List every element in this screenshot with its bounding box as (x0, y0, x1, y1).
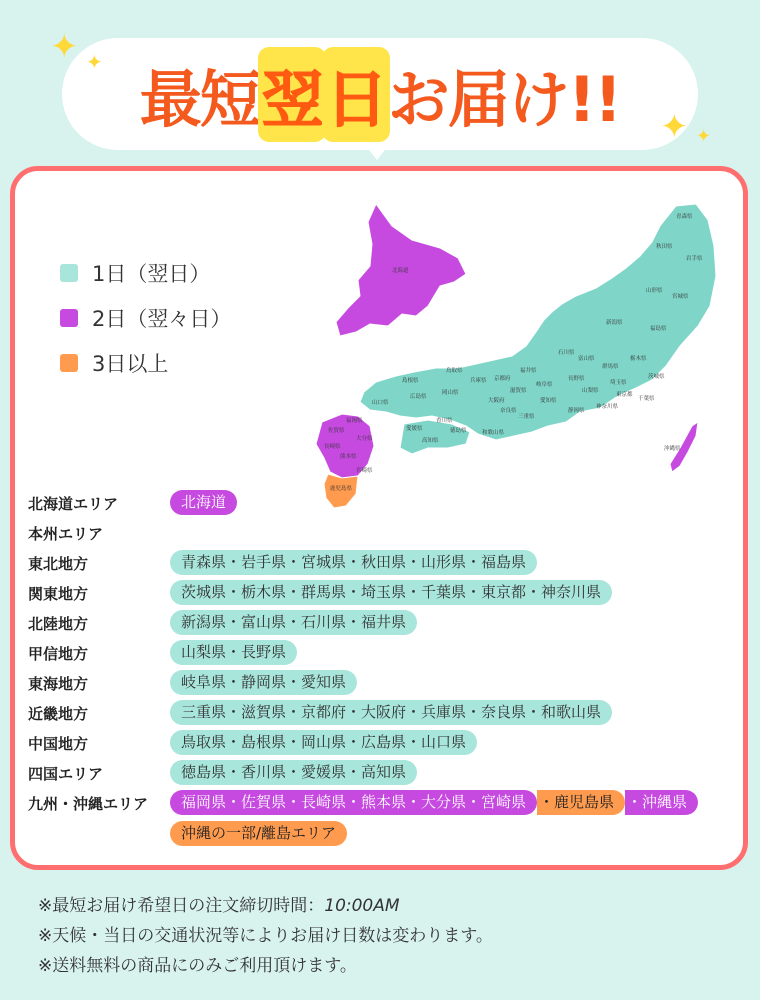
region-row (28, 698, 748, 728)
map-label: 沖縄県 (664, 446, 681, 452)
region-list (28, 488, 748, 842)
footnotes (38, 893, 493, 983)
map-label: 山梨県 (582, 388, 599, 394)
region-pill-islands: 沖縄の一部/離島エリア (170, 821, 347, 846)
region-pill: 福岡県・佐賀県・長崎県・熊本県・大分県・宮崎県 (170, 790, 537, 815)
legend-swatch (60, 309, 78, 327)
region-row (28, 638, 748, 668)
note-text: ※最短お届け希望日の注文締切時間： (38, 896, 325, 916)
region-row (28, 668, 748, 698)
map-label: 山形県 (646, 288, 663, 294)
map-label: 愛媛県 (406, 426, 423, 432)
region-row (28, 578, 748, 608)
region-row (28, 758, 748, 788)
legend (60, 250, 231, 385)
region-label: 北海道エリア (28, 495, 119, 513)
region-row (28, 728, 748, 758)
map-label: 京都府 (494, 376, 511, 382)
title-suffix: お届け!! (387, 62, 621, 136)
sparkle-icon: ✦ (50, 27, 79, 67)
map-label: 静岡県 (568, 408, 585, 414)
map-label: 奈良県 (500, 408, 517, 414)
region-row (28, 518, 748, 548)
region-label: 関東地方 (28, 585, 89, 603)
legend-label: 2日（翌々日） (92, 306, 232, 331)
map-label: 滋賀県 (510, 388, 527, 394)
region-pill: 岐阜県・静岡県・愛知県 (170, 670, 357, 695)
region-label: 本州エリア (28, 525, 104, 543)
region-row (28, 788, 748, 842)
page-title (62, 38, 698, 150)
map-label: 山口県 (372, 400, 389, 406)
region-label: 近畿地方 (28, 705, 89, 723)
map-label: 岡山県 (442, 390, 459, 396)
map-label: 愛知県 (540, 398, 557, 404)
title-highlight-2: 日 (325, 50, 387, 139)
map-label: 千葉県 (638, 396, 655, 402)
map-region-honshu (360, 204, 716, 440)
map-label: 島根県 (402, 378, 419, 384)
map-label: 福井県 (520, 368, 537, 374)
map-label: 広島県 (410, 394, 427, 400)
region-label: 北陸地方 (28, 615, 89, 633)
map-label: 鳥取県 (446, 368, 463, 374)
map-label: 栃木県 (630, 356, 647, 362)
legend-label: 1日（翌日） (92, 261, 211, 286)
legend-item-2day (60, 295, 231, 340)
map-label: 茨城県 (648, 374, 665, 380)
region-pill: 北海道 (170, 490, 237, 515)
map-label: 埼玉県 (610, 380, 627, 386)
map-label: 富山県 (578, 356, 595, 362)
region-label: 甲信地方 (28, 645, 89, 663)
map-label: 青森県 (676, 214, 693, 220)
map-label: 鹿児島県 (330, 486, 353, 492)
note-time: 10:00AM (324, 896, 400, 916)
note-free-shipping (38, 953, 493, 983)
region-row (28, 548, 748, 578)
region-pill: 新潟県・富山県・石川県・福井県 (170, 610, 417, 635)
map-label: 石川県 (558, 350, 575, 356)
map-label: 佐賀県 (328, 428, 345, 434)
sparkle-icon: ✦ (660, 107, 689, 147)
region-pill: 青森県・岩手県・宮城県・秋田県・山形県・福島県 (170, 550, 537, 575)
legend-label: 3日以上 (92, 351, 169, 376)
title-highlight-1: 翌 (261, 50, 323, 139)
note-weather (38, 923, 493, 953)
map-label: 長野県 (568, 376, 585, 382)
map-label: 宮城県 (672, 294, 689, 300)
note-text: ※天候・当日の交通状況等によりお届け日数は変わります。 (38, 926, 493, 946)
map-label: 兵庫県 (470, 378, 487, 384)
title-prefix: 最短 (139, 62, 260, 136)
region-pill: 三重県・滋賀県・京都府・大阪府・兵庫県・奈良県・和歌山県 (170, 700, 612, 725)
map-label: 熊本県 (340, 454, 357, 460)
sparkle-icon: ✦ (86, 50, 103, 74)
region-pill: 山梨県・長野県 (170, 640, 297, 665)
map-label: 香川県 (436, 418, 453, 424)
region-pill: 徳島県・香川県・愛媛県・高知県 (170, 760, 417, 785)
map-label: 和歌山県 (482, 430, 505, 436)
map-label: 大阪府 (488, 398, 505, 404)
map-label: 神奈川県 (596, 404, 619, 410)
legend-item-3day (60, 340, 231, 385)
region-pill: ・沖縄県 (625, 790, 698, 815)
region-pill: 鳥取県・島根県・岡山県・広島県・山口県 (170, 730, 477, 755)
map-label: 群馬県 (602, 364, 619, 370)
map-label: 徳島県 (450, 428, 467, 434)
map-label: 東京都 (616, 392, 633, 398)
region-row (28, 608, 748, 638)
region-row (28, 488, 748, 518)
region-label: 九州・沖縄エリア (28, 795, 149, 813)
map-label: 福島県 (650, 326, 667, 332)
region-pill: ・鹿児島県 (537, 790, 625, 815)
map-label: 福岡県 (346, 418, 363, 424)
map-label: 大分県 (356, 436, 373, 442)
legend-item-1day (60, 250, 231, 295)
legend-swatch (60, 354, 78, 372)
map-label: 岐阜県 (536, 382, 553, 388)
legend-swatch (60, 264, 78, 282)
map-label: 宮崎県 (356, 468, 373, 474)
region-label: 東北地方 (28, 555, 89, 573)
map-label: 三重県 (518, 414, 535, 420)
sparkle-icon: ✦ (696, 126, 712, 147)
japan-map (300, 196, 730, 526)
map-label: 北海道 (392, 268, 409, 274)
note-text: ※送料無料の商品にのみご利用頂けます。 (38, 956, 357, 976)
note-cutoff (38, 893, 493, 923)
region-label: 東海地方 (28, 675, 89, 693)
map-label: 高知県 (422, 438, 439, 444)
map-label: 岩手県 (686, 256, 703, 262)
map-label: 新潟県 (606, 320, 623, 326)
region-label: 四国エリア (28, 765, 104, 783)
map-label: 長崎県 (324, 444, 341, 450)
region-pill: 茨城県・栃木県・群馬県・埼玉県・千葉県・東京都・神奈川県 (170, 580, 612, 605)
map-label: 秋田県 (656, 244, 673, 250)
region-label: 中国地方 (28, 735, 89, 753)
